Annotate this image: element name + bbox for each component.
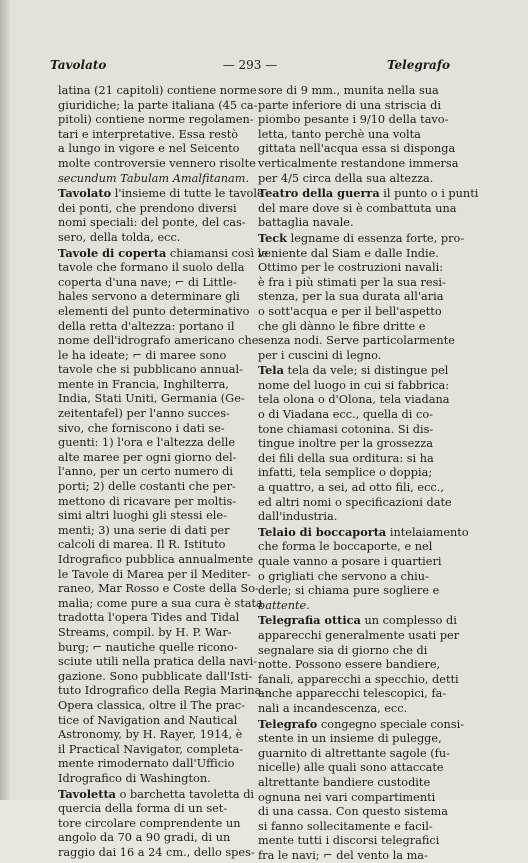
text-line: hales servono a determinare gli [58, 290, 240, 304]
text-line: infatti, tela semplice o doppia; [258, 466, 433, 480]
text-line: mente in Francia, Inghilterra, [58, 377, 229, 391]
text-line: dei fili della sua orditura: si ha [258, 451, 434, 465]
text-line: fra le navi; ⌐ del vento la ma- [258, 848, 428, 862]
text-line: Opera classica, oltre il The prac- [58, 698, 246, 712]
text-line: battaglia navale. [258, 216, 354, 230]
text-line: è fra i più stimati per la sua resi- [258, 275, 446, 289]
text-line: del mare dove si è combattuta una [258, 201, 457, 215]
text-line: secundum Tabulam Amalfitanam. [58, 171, 250, 185]
text-line: gazione. Sono pubblicate dall'Isti- [58, 669, 253, 683]
text-line: angolo da 70 a 90 gradi, di un [58, 831, 231, 845]
text-line: veniente dal Siam e dalle Indie. [258, 246, 439, 260]
text-line: battente. [258, 598, 310, 612]
text-line: mente tutti i discorsi telegrafici [258, 834, 440, 848]
text-line: Idrografico pubblica annualmente [58, 553, 254, 566]
entry-teatro-della-guerra: Teatro della guerra il punto o i punti [258, 186, 479, 201]
text-line: tradotta l'opera Tides and Tidal [58, 611, 240, 625]
text-line: stente in un insieme di pulegge, [258, 732, 442, 746]
text-line: zeitentafel) per l'anno succes- [58, 407, 230, 421]
text-line: alte maree per ogni giorno del- [58, 450, 237, 464]
entry-tela: Tela tela da vele; si distingue pel [258, 363, 449, 378]
text-line: nome dell'idrografo americano che [58, 334, 259, 348]
page-spine-shadow [0, 0, 10, 800]
entry-telaio-di-boccaporta: Telaio di boccaporta intelaiamento [258, 524, 469, 539]
text-line: a lungo in vigore e nel Seicento [58, 142, 240, 156]
text-line: segnalare sia di giorno che di [258, 643, 428, 657]
text-line: sore di 9 mm., munita nella sua [258, 84, 439, 97]
text-line: nome del luogo in cui si fabbrica: [258, 378, 450, 392]
text-line: sivo, che forniscono i dati se- [58, 421, 225, 435]
text-line: quercia della forma di un set- [58, 802, 228, 816]
text-line: sero, della tolda, ecc. [58, 230, 181, 244]
text-line: notte. Possono essere bandiere, [258, 658, 441, 672]
text-line: tavole che formano il suolo della [58, 261, 245, 275]
text-line: tore circolare comprendente un [58, 816, 241, 830]
text-line: India, Stati Uniti, Germania (Ge- [58, 392, 245, 406]
text-line: senza nodi. Serve particolarmente [258, 334, 455, 348]
text-line: fanali, apparecchi a specchio, detti [258, 672, 459, 686]
header-left-term: Tavolato [50, 58, 107, 72]
entry-tavolato: Tavolato l'insieme di tutte le tavole [58, 186, 264, 201]
text-line: tice of Navigation and Nautical [58, 713, 238, 727]
text-line: della retta d'altezza: portano il [58, 319, 235, 333]
text-line: quale vanno a posare i quartieri [258, 555, 442, 568]
text-line: dall'industria. [258, 510, 338, 524]
text-line: gittata nell'acqua essa si disponga [258, 142, 456, 156]
text-line: nali a incandescenza, ecc. [258, 701, 408, 715]
text-line: Ottimo per le costruzioni navali: [258, 261, 444, 275]
text-line: malia; come pure a sua cura è stata [58, 596, 263, 610]
text-column-left [58, 84, 268, 859]
page-number: — 293 — [222, 58, 278, 72]
text-line: che forma le boccaporte, e nel [258, 540, 433, 554]
header-right-term: Telegrafo [386, 58, 450, 72]
text-line: nomi speciali: del ponte, del cas- [58, 216, 246, 230]
text-line: burg; ⌐ nautiche quelle ricono- [58, 640, 238, 654]
text-line: a quattro, a sei, ad otto fili, ecc., [258, 481, 444, 495]
text-line: si fanno sollecitamente e facil- [258, 819, 433, 833]
text-line: pitoli) contiene norme regolamen- [58, 113, 254, 127]
text-line: mettono di ricavare per moltis- [58, 494, 237, 508]
text-line: Streams, compil. by H. P. War- [58, 625, 232, 639]
text-line: stenza, per la sua durata all'aria [258, 290, 444, 304]
text-line: nicelle) alle quali sono attaccate [258, 761, 444, 775]
entry-tavole-di-coperta: Tavole di coperta chiamansi così le [58, 245, 268, 260]
text-line: che gli dànno le fibre dritte e [258, 319, 426, 333]
text-line: apparecchi generalmente usati per [258, 628, 460, 642]
text-line: l'anno, per un certo numero di [58, 465, 233, 479]
entry-tavoletta: Tavoletta o barchetta tavoletta di [58, 786, 255, 801]
text-line: guenti: 1) l'ora e l'altezza delle [58, 436, 236, 450]
text-line: ed altri nomi o specificazioni date [258, 495, 452, 509]
text-line: coperta d'una nave; ⌐ di Little- [58, 275, 237, 289]
running-header [50, 58, 450, 76]
text-line: anche apparecchi telescopici, fa- [258, 687, 447, 701]
text-line: giuridiche; la parte italiana (45 ca- [58, 98, 258, 112]
text-line: le Tavole di Marea per il Mediter- [58, 567, 251, 581]
text-line: il Practical Navigator, completa- [58, 742, 244, 756]
text-line: o grigliati che servono a chiu- [258, 569, 429, 583]
text-line: tari e interpretative. Essa restò [58, 127, 239, 141]
text-line: simi altri luoghi gli stessi ele- [58, 509, 227, 523]
text-line: elementi del punto determinativo [58, 304, 250, 318]
text-line: calcoli di marea. Il R. Istituto [58, 538, 226, 552]
entry-telegrafo: Telegrafo congegno speciale consi- [258, 716, 465, 731]
text-line: raneo, Mar Rosso e Coste della So- [58, 582, 259, 596]
text-line: piombo pesante i 9/10 della tavo- [258, 113, 449, 127]
text-line: raggio dai 16 a 24 cm., dello spes- [58, 845, 255, 859]
text-line: latina (21 capitoli) contiene norme [58, 84, 257, 97]
text-line: derle; si chiama pure sogliere e [258, 584, 440, 598]
text-line: porti; 2) delle costanti che per- [58, 480, 236, 494]
text-line: di una cassa. Con questo sistema [258, 805, 449, 819]
text-line: tela olona o d'Olona, tela viadana [258, 393, 450, 407]
entry-telegrafia-ottica: Telegrafia ottica un complesso di [258, 613, 457, 628]
text-line: mente rimodernato dall'Ufficio [58, 757, 235, 771]
text-line: parte inferiore di una striscia di [258, 98, 442, 112]
text-line: ognuna nei vari compartimenti [258, 790, 436, 804]
text-line: molte controversie vennero risolte [58, 156, 256, 170]
text-line: sciute utili nella pratica della navi- [58, 655, 258, 669]
text-line: tavole che si pubblicano annual- [58, 363, 243, 377]
text-line: tuto Idrografico della Regia Marina. [58, 684, 266, 698]
text-line: verticalmente restandone immersa [258, 156, 459, 170]
text-line: tingue inoltre per la grossezza [258, 437, 433, 451]
text-line: le ha ideate; ⌐ di maree sono [58, 348, 227, 362]
text-line: per i cuscini di legno. [258, 348, 382, 362]
text-line: altrettante bandiere custodite [258, 775, 431, 789]
text-line: Idrografico di Washington. [58, 771, 211, 785]
text-column-right [258, 84, 479, 862]
entry-teck: Teck legname di essenza forte, pro- [258, 230, 465, 245]
text-line: guarnito di altrettante sagole (fu- [258, 746, 450, 760]
text-line: tone chiamasi cotonina. Si dis- [258, 422, 434, 436]
text-line: Astronomy, by H. Rayer, 1914, è [58, 728, 243, 742]
text-line: o sott'acqua e per il bell'aspetto [258, 304, 442, 318]
text-line: o di Viadana ecc., quella di co- [258, 408, 433, 422]
text-line: letta, tanto perchè una volta [258, 127, 421, 141]
text-line: menti; 3) una serie di dati per [58, 523, 230, 537]
text-line: dei ponti, che prendono diversi [58, 201, 237, 215]
text-line: per 4/5 circa della sua altezza. [258, 171, 434, 185]
